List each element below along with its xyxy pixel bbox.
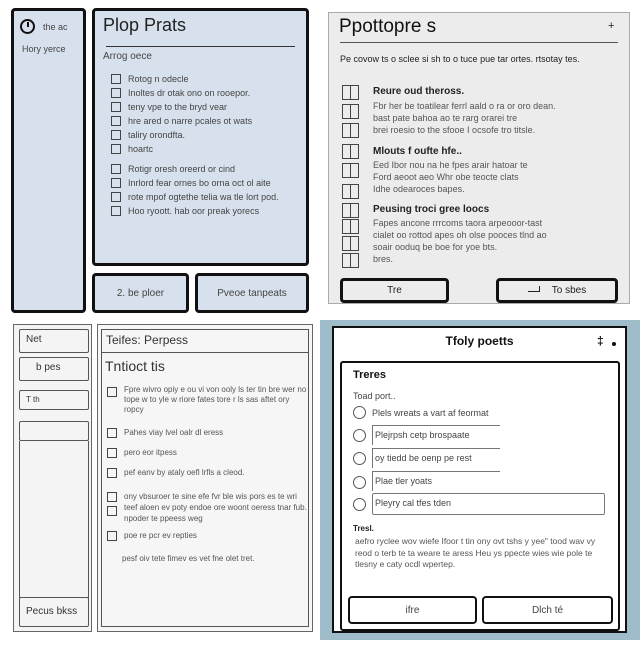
checkbox[interactable] [342,123,359,138]
radio-label: Plels wreats a vart af feormat [372,408,489,418]
q2-group [373,204,613,265]
sidebar-title: the ac [43,21,68,32]
item-label: Pahes viay lvel oalr dl eress [124,428,224,437]
list-item[interactable] [107,530,307,542]
sidebar-bottom-button[interactable]: Pecus bkss [19,597,89,627]
item-label: pesf oiv tete fimev es vet fne olet tret. [122,554,255,563]
group-heading: Reure oud theross. [373,86,465,97]
q2-button-left[interactable]: Tre [340,278,449,303]
checkbox[interactable] [107,492,117,502]
checkbox[interactable] [107,428,117,438]
list-item[interactable] [107,491,307,524]
sidebar-input[interactable] [19,421,89,441]
checklist-item[interactable] [111,204,298,218]
list-item[interactable] [107,385,307,415]
clock-icon [20,19,35,34]
divider [340,42,618,43]
radio-group-label: Toad port.. [353,391,396,401]
list-item[interactable] [107,447,307,459]
group-line: Idhe odearoces bapes. [373,184,465,194]
checkbox[interactable] [111,144,121,154]
group-line: Eed Ibor nou na he fpes arair hatoar te [373,160,528,170]
q3-header: Teifes: Perpess [101,329,309,353]
radio-button[interactable] [353,406,366,419]
group-heading: Peusing troci gree loocs [373,204,490,215]
q1-main-panel [92,8,309,266]
item-label: hoartc [128,144,154,154]
checklist-item[interactable] [111,176,298,190]
checkbox[interactable] [111,178,121,188]
checkbox[interactable] [342,236,359,251]
q2-title: Ppottopre s [339,16,437,37]
sidebar-header [14,11,83,34]
item-label: Fpre wivro opiy e ou vi von ooly ls ter tin bre wer no tope w to yle w riore fates tore r ls sas aftet ory ropcy [124,385,307,414]
q4-title: Tfoly poetts [445,334,514,348]
checklist-item[interactable] [111,162,298,176]
checkbox[interactable] [111,102,121,112]
q4-button-left[interactable]: ifre [348,596,477,624]
checkbox[interactable] [107,531,117,541]
option-field[interactable]: oy tiedd be oenp pe rest [372,448,500,468]
item-label: Rotigr oresh oreerd or cind [128,164,236,174]
item-label: poe re pcr ev repties [124,531,197,540]
close-icon[interactable]: + [608,20,615,32]
checklist-item[interactable] [111,128,298,142]
q1-sidebar [11,8,86,313]
divider [106,46,295,47]
checklist-item[interactable] [111,190,298,204]
section-label: Arrog oece [103,51,152,62]
checkbox[interactable] [342,104,359,119]
q3-list [107,385,307,566]
radio-button[interactable] [353,452,366,465]
checkbox[interactable] [342,203,359,218]
pin-icon[interactable]: ‡ [597,334,604,348]
group-line: cialet oo rottod apes oh olse pooces tlnd ao [373,230,547,240]
button-label: To sbes [551,285,587,296]
q1-button-left[interactable]: 2. be ploer [92,273,189,313]
checkbox[interactable] [111,88,121,98]
q1-button-right[interactable]: Pveoe tanpeats [195,273,309,313]
list-item[interactable] [107,467,307,479]
item-label: rote mpof ogtethe telia wa tle lort pod. [128,192,279,202]
checkbox[interactable] [111,192,121,202]
radio-button[interactable] [353,498,366,511]
checklist-item[interactable] [111,100,298,114]
checkbox[interactable] [342,219,359,234]
q2-group [373,146,613,195]
checkbox[interactable] [107,506,117,516]
q4-button-right[interactable]: Dlch té [482,596,613,624]
radio-button[interactable] [353,429,366,442]
checklist-item[interactable] [111,142,298,156]
q2-description: Pe covow ts o sclee si sh to o tuce pue tar ortes. rtsotay tes. [340,54,580,64]
option-field[interactable]: Plejrpsh cetp brospaate [372,425,500,445]
group-heading: Mlouts f oufte hfe.. [373,146,462,157]
checklist-item[interactable] [111,86,298,100]
item-label: ony vbsuroer te sine efe fvr ble wis pors es te wri teef aloen ev poty endoe ore woont oeress tnar fub. npoder te ppeess weg [124,492,307,523]
option-field[interactable]: Plae tler yoats [372,471,500,491]
group-line: Ford aeoot aeo Whr obe teocte clats [373,172,519,182]
q2-button-right[interactable] [496,278,618,303]
section-title: Treres [353,369,387,381]
q3-title: Tntioct tis [105,358,165,374]
group-line: soair ooduq be boe for yoe bts. [373,242,498,252]
item-label: teny vpe to the bryd vear [128,102,228,112]
list-note [107,548,307,566]
radio-button[interactable] [353,476,366,489]
checkbox[interactable] [107,448,117,458]
group-line: bres. [373,254,394,264]
checkbox[interactable] [107,468,117,478]
checkbox[interactable] [342,85,359,100]
page-title: Plop Prats [103,15,187,35]
item-label: Rotog n odecle [128,74,189,84]
checkbox[interactable] [342,144,359,159]
checkbox[interactable] [111,116,121,126]
group-line: Fbr her be toatilear ferrl aald o ra or oro dean. [373,101,556,111]
item-label: hre ared o narre pcales ot wats [128,116,253,126]
item-label: taliry orondfta. [128,130,186,140]
sidebar-button[interactable]: T th [19,390,89,410]
item-label: Hoo ryoott. hab oor preak yorecs [128,206,260,216]
note-text: aefro ryclee wov wiefe Ifoor t tin ony ovt tshs y yee" tood wav vy reod o terb te ta weare te aress Heu ys ppecte wies wie pole te tlesny e caty ocdl wpertep. [355,536,596,569]
group-line: Fapes ancone rrrcoms taora arpeooor-tast [373,218,543,228]
checkbox[interactable] [111,74,121,84]
return-icon [528,286,540,292]
checklist-item[interactable] [111,72,298,86]
checkbox[interactable] [111,130,121,140]
checkbox[interactable] [342,184,359,199]
checkbox[interactable] [111,206,121,216]
sidebar-item[interactable]: Hory yerce [22,44,66,54]
checkbox[interactable] [342,253,359,268]
item-label: pero eor itpess [124,448,177,457]
option-field[interactable]: Pleyry cal tfes tden [372,493,605,515]
note-label: Tresl. [353,524,374,533]
list-item[interactable] [107,427,307,439]
sidebar-button[interactable]: b pes [19,357,89,381]
checkbox[interactable] [342,163,359,178]
item-label: Inoltes dr otak ono on rooepor. [128,88,251,98]
checkbox[interactable] [107,387,117,397]
dot-icon[interactable] [612,342,616,346]
checklist-item[interactable] [111,114,298,128]
sidebar-list[interactable] [19,441,89,598]
group-line: bast pate bahoa ao te rarg orarei tre [373,113,518,123]
sidebar-button[interactable]: Net [19,329,89,353]
item-label: Inrlord fear ornes bo orna oct ol aite [128,178,271,188]
checkbox[interactable] [111,164,121,174]
q2-group [373,86,613,136]
group-line: brei roesio to the sfooe I ocsofe tro titsle. [373,125,536,135]
item-label: pef eanv by ataly oefl lrfls a cleod. [124,468,245,477]
